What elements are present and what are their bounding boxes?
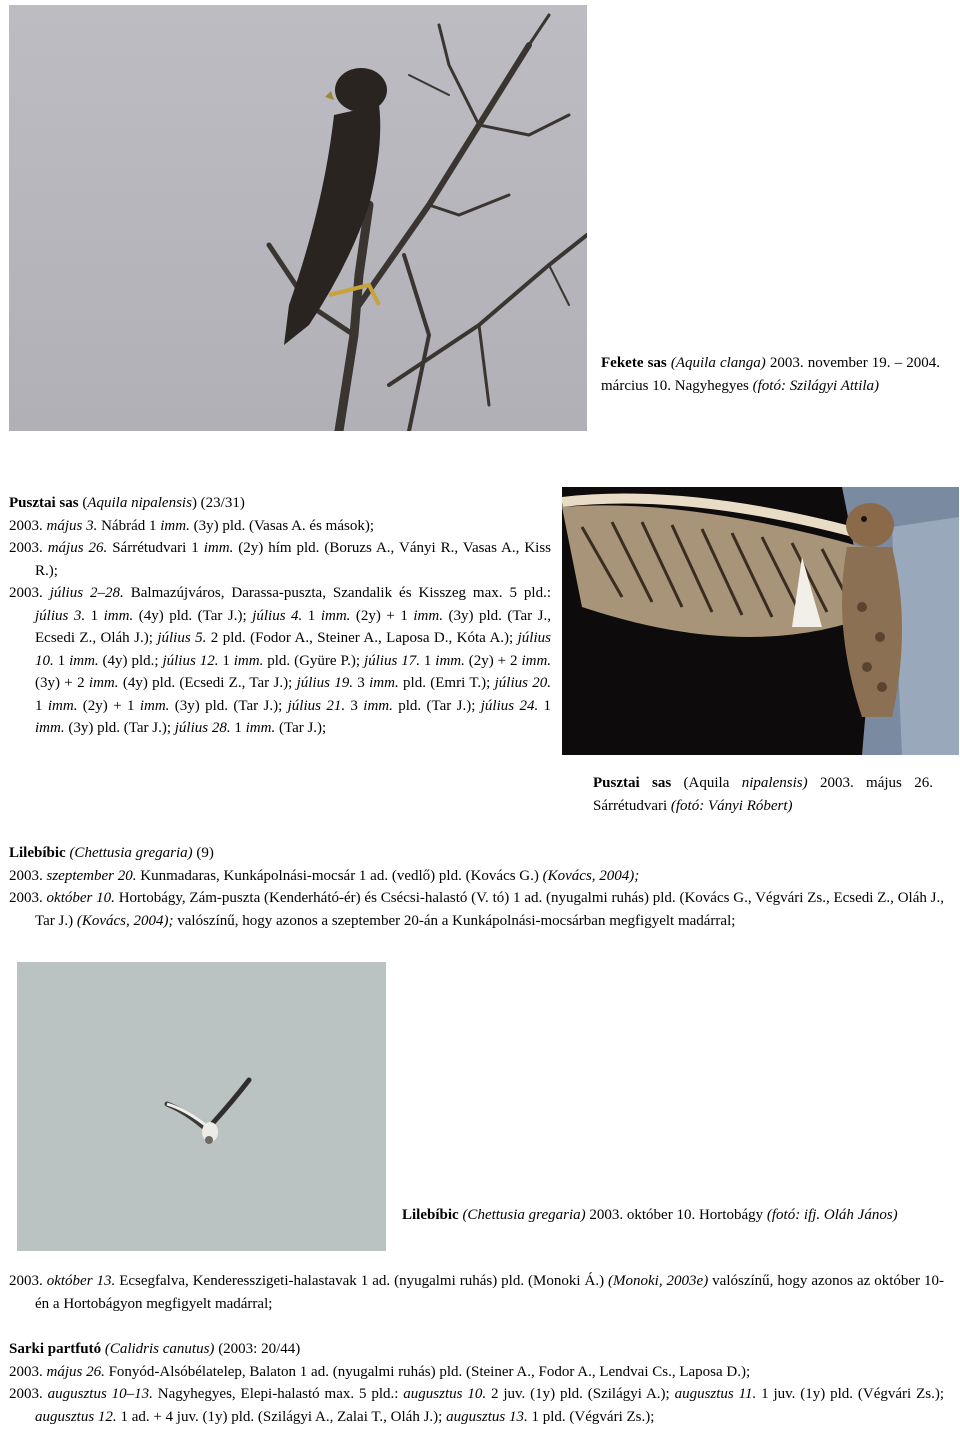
- record-text: (2y) hím pld. (Boruzs A., Ványi R., Vasas A., Kiss R.);: [35, 540, 552, 579]
- caption-name: Lilebíbic: [402, 1207, 459, 1223]
- record-text: 1: [218, 652, 234, 669]
- record-text: valószínű, hogy azonos a szeptember 20-án a Kunkápolnási-mocsárban megfigyelt madárral;: [173, 912, 736, 929]
- record-entry: [9, 582, 551, 740]
- species-count: (2003: 20/44): [214, 1341, 301, 1357]
- record-entry: [9, 1361, 944, 1384]
- record-date-or-ref: imm.: [363, 697, 393, 714]
- eagle-illustration: [9, 5, 587, 431]
- record-text: 2003.: [9, 867, 47, 884]
- record-text: (4y) pld. (Tar J.);: [133, 607, 253, 624]
- species-latin: Aquila nipalensis: [87, 495, 192, 511]
- caption-credit: (fotó: ifj. Oláh János): [766, 1207, 898, 1223]
- record-text: (3y) pld. (Vasas A. és mások);: [189, 517, 374, 534]
- record-date-or-ref: július 19.: [296, 675, 353, 691]
- record-date-or-ref: július 4.: [252, 607, 303, 624]
- latin-open: (: [78, 495, 88, 511]
- record-date-or-ref: július 20.: [494, 675, 552, 691]
- species-latin: (Calidris canutus): [101, 1341, 215, 1357]
- record-date-or-ref: imm.: [369, 675, 399, 691]
- record-date-or-ref: augusztus 11.: [674, 1386, 757, 1402]
- record-text: (2y) + 1: [350, 607, 414, 624]
- record-date-or-ref: imm.: [103, 607, 134, 624]
- record-date-or-ref: imm.: [203, 540, 234, 556]
- lilebibic-records: [9, 865, 944, 933]
- lilebibic-caption: [402, 1204, 939, 1227]
- sarki-records: [9, 1361, 944, 1429]
- record-date-or-ref: (Kovács, 2004);: [76, 912, 174, 929]
- eagle-caption-latin: (Aquila clanga): [670, 355, 766, 371]
- record-text: pld. (Emri T.);: [398, 675, 495, 691]
- record-text: 1: [35, 697, 48, 714]
- record-date-or-ref: imm.: [160, 517, 190, 534]
- eagle-caption-name: Fekete sas: [601, 355, 667, 371]
- sarki-partfuto-section: [9, 1338, 944, 1428]
- species-name: Pusztai sas: [9, 495, 79, 511]
- record-entry: [9, 1270, 944, 1315]
- record-date-or-ref: imm.: [413, 607, 443, 624]
- record-text: 1 juv. (1y) pld. (Végvári Zs.);: [756, 1386, 944, 1402]
- record-date-or-ref: július 3.: [35, 607, 86, 624]
- record-date-or-ref: imm.: [69, 652, 99, 669]
- record-text: 1: [538, 697, 552, 714]
- eagle-caption-credit: (fotó: Szilágyi Attila): [752, 377, 880, 394]
- record-date-or-ref: július 24.: [480, 697, 539, 714]
- sarki-heading: [9, 1338, 944, 1361]
- record-text: 1: [85, 607, 104, 624]
- record-date-or-ref: július 2–28.: [49, 585, 124, 601]
- record-date-or-ref: augusztus 10–13.: [47, 1386, 153, 1402]
- record-date-or-ref: július 5.: [157, 630, 207, 646]
- record-date-or-ref: július 17.: [363, 652, 420, 669]
- record-date-or-ref: július 28.: [174, 720, 231, 736]
- record-text: Nábrád 1: [97, 517, 161, 534]
- record-text: Balmazújváros, Darassa-puszta, Szandalik és Kisszeg max. 5 pld.:: [123, 585, 552, 601]
- record-text: 1 ad. + 4 juv. (1y) pld. (Szilágyi A., Zalai T., Oláh J.);: [116, 1408, 447, 1425]
- record-text: 2003.: [9, 1363, 47, 1380]
- record-date-or-ref: imm.: [139, 697, 170, 714]
- record-text: (4y) pld.;: [98, 652, 163, 669]
- record-date-or-ref: (Monoki, 2003e): [608, 1273, 709, 1289]
- species-name: Sarki partfutó: [9, 1341, 102, 1357]
- caption-credit: (fotó: Ványi Róbert): [670, 797, 793, 814]
- record-date-or-ref: július 21.: [287, 697, 346, 714]
- record-text: valószínű, hogy azonos az október 10-én a Hortobágyon megfigyelt madárral;: [35, 1273, 944, 1312]
- caption-latin: (Chettusia gregaria): [462, 1207, 586, 1223]
- record-date-or-ref: október 10.: [46, 890, 115, 906]
- eagle-photo: [9, 5, 587, 431]
- record-text: 1 pld. (Végvári Zs.);: [527, 1408, 655, 1425]
- record-text: Kunmadaras, Kunkápolnási-mocsár 1 ad. (vedlő) pld. (Kovács G.): [136, 867, 543, 884]
- record-text: pld. (Gyüre P.);: [263, 652, 364, 669]
- record-date-or-ref: május 26.: [46, 1363, 105, 1380]
- lilebibic-section: [9, 842, 944, 932]
- species-latin: (Chettusia gregaria): [65, 845, 193, 861]
- lilebibic-heading: [9, 842, 944, 865]
- pusztai-sas-section: [9, 492, 551, 740]
- record-date-or-ref: július 10.: [35, 630, 551, 669]
- species-name: Lilebíbic: [9, 845, 66, 861]
- record-text: 2003.: [9, 1386, 48, 1402]
- record-text: Fonyód-Alsóbélatelep, Balaton 1 ad. (nyugalmi ruhás) pld. (Steiner A., Fodor A., Lendvai Cs., Laposa D.);: [104, 1363, 751, 1380]
- record-date-or-ref: imm.: [320, 607, 351, 624]
- record-entry: [9, 537, 551, 582]
- record-text: (Tar J.);: [275, 720, 327, 736]
- record-text: (3y) + 2: [35, 675, 89, 691]
- record-date-or-ref: augusztus 13.: [446, 1408, 528, 1425]
- record-text: (2y) + 2: [464, 652, 522, 669]
- eagle-caption-text: 2003. november 19. – 2004. március 10. Nagyhegyes: [601, 355, 940, 394]
- lilebibic-photo: [17, 962, 386, 1251]
- record-text: 2003.: [9, 1273, 47, 1289]
- record-date-or-ref: augusztus 12.: [35, 1408, 117, 1425]
- record-text: (3y) pld. (Tar J., Ecsedi Z., Oláh J.);: [35, 607, 552, 646]
- record-date-or-ref: július 12.: [162, 652, 219, 669]
- record-date-or-ref: augusztus 10.: [403, 1386, 487, 1402]
- record-text: 2003.: [9, 890, 47, 906]
- lilebibic-records-2-list: [9, 1270, 944, 1315]
- record-text: 3: [352, 675, 370, 691]
- steppe-eagle-photo: [562, 487, 959, 755]
- record-entry: [9, 887, 944, 932]
- record-date-or-ref: szeptember 20.: [46, 867, 137, 884]
- species-count: (9): [192, 845, 214, 861]
- record-text: 2 juv. (1y) pld. (Szilágyi A.);: [486, 1386, 675, 1402]
- record-entry: [9, 865, 944, 888]
- record-text: Sárrétudvari 1: [107, 540, 204, 556]
- record-text: (3y) pld. (Tar J.);: [169, 697, 288, 714]
- record-date-or-ref: imm.: [35, 720, 65, 736]
- record-text: 1: [419, 652, 436, 669]
- record-text: (4y) pld. (Ecsedi Z., Tar J.);: [118, 675, 297, 691]
- record-entry: [9, 515, 551, 538]
- record-date-or-ref: imm.: [88, 675, 119, 691]
- caption-name: Pusztai sas: [593, 775, 672, 791]
- record-date-or-ref: október 13.: [46, 1273, 116, 1289]
- record-text: Ecsegfalva, Kenderesszigeti-halastavak 1 ad. (nyugalmi ruhás) pld. (Monoki Á.): [115, 1273, 609, 1289]
- caption-latin: nipalensis): [741, 775, 808, 791]
- record-text: 3: [345, 697, 364, 714]
- caption-text: 2003. október 10. Hortobágy: [585, 1207, 767, 1223]
- record-text: 2003.: [9, 517, 47, 534]
- record-date-or-ref: imm.: [435, 652, 465, 669]
- record-text: Hortobágy, Zám-puszta (Kenderhátó-ér) és Csécsi-halastó (V. tó) 1 ad. (nyugalmi ruhás) pld. (Kovács G., Végvári Zs., Ecsedi Z., Oláh J., Tar J.): [35, 890, 945, 929]
- record-date-or-ref: május 3.: [46, 517, 98, 534]
- pusztai-sas-records: [9, 515, 551, 740]
- caption-text2: 2003. május 26. Sárrétudvari: [593, 775, 933, 814]
- record-entry: [9, 1383, 944, 1428]
- steppe-eagle-caption: [593, 772, 933, 817]
- record-date-or-ref: május 26.: [47, 540, 108, 556]
- record-text: 2003.: [9, 585, 50, 601]
- lilebibic-records-2: [9, 1270, 944, 1315]
- record-text: 2 pld. (Fodor A., Steiner A., Laposa D., Kóta A.);: [206, 630, 518, 646]
- record-text: 1: [302, 607, 321, 624]
- caption-text: (Aquila: [671, 775, 742, 791]
- flying-bird-illustration: [17, 962, 386, 1251]
- species-count: ) (23/31): [191, 495, 245, 511]
- record-text: 1: [230, 720, 246, 736]
- record-date-or-ref: imm.: [47, 697, 78, 714]
- record-text: (3y) pld. (Tar J.);: [64, 720, 175, 736]
- record-text: (2y) + 1: [77, 697, 140, 714]
- record-text: 1: [53, 652, 70, 669]
- record-date-or-ref: (Kovács, 2004);: [542, 867, 640, 884]
- eagle-caption: [601, 352, 940, 397]
- record-date-or-ref: imm.: [245, 720, 276, 736]
- record-date-or-ref: imm.: [521, 652, 552, 669]
- steppe-eagle-illustration: [562, 487, 959, 755]
- record-text: pld. (Tar J.);: [392, 697, 481, 714]
- record-text: 2003.: [9, 540, 48, 556]
- record-date-or-ref: imm.: [233, 652, 264, 669]
- pusztai-sas-heading: [9, 492, 551, 515]
- record-text: Nagyhegyes, Elepi-halastó max. 5 pld.:: [152, 1386, 404, 1402]
